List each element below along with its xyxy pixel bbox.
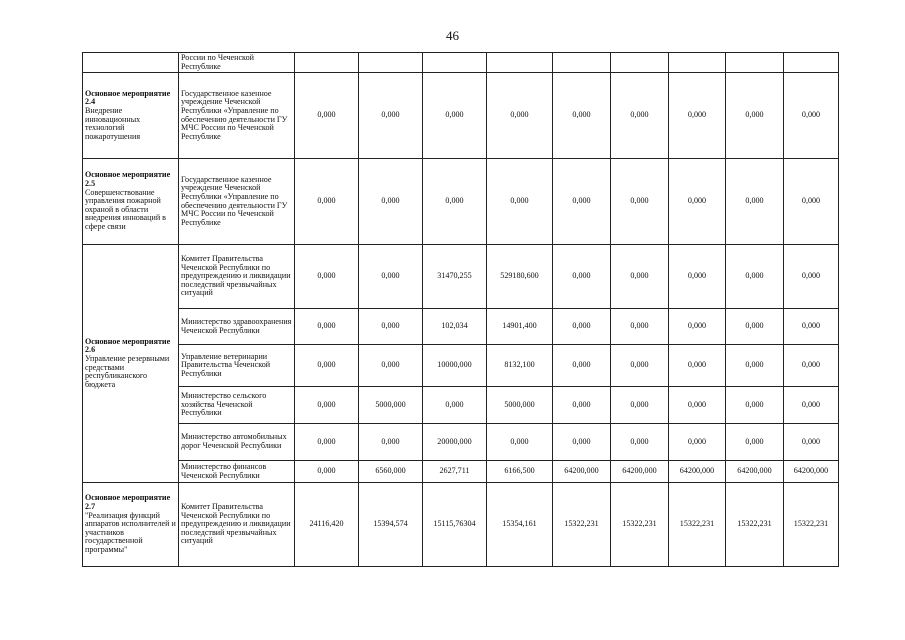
value-cell: 0,000 [553, 159, 611, 245]
value-cell: 0,000 [611, 345, 669, 387]
value-cell: 0,000 [359, 73, 423, 159]
value-cell: 15322,231 [726, 483, 784, 567]
value-cell: 0,000 [669, 424, 726, 461]
value-cell: 0,000 [359, 345, 423, 387]
table-row [83, 345, 839, 387]
value-cell [669, 53, 726, 73]
value-cell: 0,000 [784, 309, 839, 345]
value-cell: 0,000 [553, 73, 611, 159]
value-cell: 10000,000 [423, 345, 487, 387]
value-cell: 0,000 [487, 73, 553, 159]
program-cell [83, 73, 179, 159]
program-cell [83, 245, 179, 483]
value-cell: 0,000 [669, 159, 726, 245]
value-cell: 0,000 [295, 424, 359, 461]
table-row [83, 159, 839, 245]
value-cell: 0,000 [295, 461, 359, 483]
program-description: Внедрение инновационных технологий пожаротушения [85, 105, 141, 141]
value-cell [611, 53, 669, 73]
table-row [83, 245, 839, 309]
program-description: Управление резервными средствами республиканского бюджета [85, 353, 170, 389]
value-cell: 64200,000 [784, 461, 839, 483]
value-cell: 15322,231 [611, 483, 669, 567]
value-cell: 0,000 [784, 387, 839, 424]
value-cell [726, 53, 784, 73]
value-cell: 15394,574 [359, 483, 423, 567]
program-description: "Реализация функций аппаратов исполнителей и участников государственной программы" [85, 510, 176, 554]
table-row [83, 424, 839, 461]
value-cell: 529180,600 [487, 245, 553, 309]
program-title: Основное мероприятие 2.4 [85, 88, 171, 107]
value-cell: 0,000 [669, 387, 726, 424]
value-cell: 31470,255 [423, 245, 487, 309]
value-cell [359, 53, 423, 73]
program-cell-empty [83, 53, 179, 73]
value-cell: 102,034 [423, 309, 487, 345]
table-row [83, 387, 839, 424]
value-cell: 0,000 [487, 159, 553, 245]
value-cell: 0,000 [726, 159, 784, 245]
value-cell: 15354,161 [487, 483, 553, 567]
value-cell: 8132,100 [487, 345, 553, 387]
program-description: Совершенствование управления пожарной охраной в области внедрения инноваций в сфере связи [85, 187, 166, 231]
value-cell: 0,000 [669, 245, 726, 309]
value-cell: 0,000 [669, 345, 726, 387]
value-cell: 0,000 [295, 309, 359, 345]
value-cell: 0,000 [487, 424, 553, 461]
value-cell [423, 53, 487, 73]
value-cell: 0,000 [295, 387, 359, 424]
value-cell: 64200,000 [611, 461, 669, 483]
value-cell [487, 53, 553, 73]
value-cell: 2627,711 [423, 461, 487, 483]
value-cell: 0,000 [295, 345, 359, 387]
value-cell: 0,000 [611, 159, 669, 245]
value-cell: 0,000 [784, 424, 839, 461]
executor-cell: России по Чеченской Республике [179, 53, 295, 73]
value-cell [784, 53, 839, 73]
value-cell: 0,000 [295, 245, 359, 309]
value-cell: 64200,000 [726, 461, 784, 483]
executor-cell: Министерство финансов Чеченской Республики [179, 461, 295, 483]
table-row [83, 73, 839, 159]
value-cell: 0,000 [611, 245, 669, 309]
value-cell: 0,000 [726, 73, 784, 159]
value-cell: 0,000 [553, 345, 611, 387]
value-cell: 0,000 [359, 245, 423, 309]
value-cell: 0,000 [359, 309, 423, 345]
value-cell: 24116,420 [295, 483, 359, 567]
value-cell: 15322,231 [669, 483, 726, 567]
value-cell: 0,000 [669, 309, 726, 345]
value-cell: 0,000 [553, 387, 611, 424]
value-cell: 0,000 [423, 387, 487, 424]
value-cell: 0,000 [359, 424, 423, 461]
value-cell: 6560,000 [359, 461, 423, 483]
value-cell: 0,000 [784, 159, 839, 245]
value-cell: 0,000 [611, 424, 669, 461]
value-cell: 15115,76304 [423, 483, 487, 567]
value-cell [553, 53, 611, 73]
program-cell [83, 483, 179, 567]
value-cell: 0,000 [423, 73, 487, 159]
executor-cell: Управление ветеринарии Правительства Чеченской Республики [179, 345, 295, 387]
value-cell: 0,000 [726, 245, 784, 309]
program-title: Основное мероприятие 2.7 [85, 493, 171, 512]
value-cell: 0,000 [784, 245, 839, 309]
value-cell: 0,000 [611, 73, 669, 159]
program-title: Основное мероприятие 2.5 [85, 170, 171, 189]
table-row [83, 53, 839, 73]
value-cell: 5000,000 [487, 387, 553, 424]
page-number: 46 [446, 28, 459, 43]
value-cell: 6166,500 [487, 461, 553, 483]
value-cell: 0,000 [611, 309, 669, 345]
budget-table [82, 52, 839, 567]
value-cell: 0,000 [726, 309, 784, 345]
value-cell: 5000,000 [359, 387, 423, 424]
executor-cell: Государственное казенное учреждение Чеченской Республики «Управление по обеспечению деятельности ГУ МЧС России по Чеченской Республике [179, 73, 295, 159]
value-cell: 0,000 [295, 159, 359, 245]
value-cell: 15322,231 [784, 483, 839, 567]
executor-cell: Комитет Правительства Чеченской Республики по предупреждению и ликвидации последствий чрезвычайных ситуаций [179, 483, 295, 567]
program-cell [83, 159, 179, 245]
executor-cell: Министерство автомобильных дорог Чеченской Республики [179, 424, 295, 461]
value-cell: 20000,000 [423, 424, 487, 461]
executor-cell: Государственное казенное учреждение Чеченской Республики «Управление по обеспечению деятельности ГУ МЧС России по Чеченской Республике [179, 159, 295, 245]
value-cell: 0,000 [726, 387, 784, 424]
value-cell: 0,000 [726, 424, 784, 461]
table-row [83, 483, 839, 567]
table-row [83, 461, 839, 483]
value-cell: 64200,000 [553, 461, 611, 483]
executor-cell: Министерство сельского хозяйства Чеченской Республики [179, 387, 295, 424]
value-cell: 0,000 [669, 73, 726, 159]
value-cell: 0,000 [784, 73, 839, 159]
value-cell: 0,000 [553, 245, 611, 309]
value-cell: 0,000 [553, 309, 611, 345]
value-cell: 15322,231 [553, 483, 611, 567]
value-cell: 0,000 [295, 73, 359, 159]
table-row [83, 309, 839, 345]
value-cell: 0,000 [423, 159, 487, 245]
value-cell: 0,000 [726, 345, 784, 387]
value-cell: 64200,000 [669, 461, 726, 483]
value-cell: 0,000 [553, 424, 611, 461]
program-title: Основное мероприятие 2.6 [85, 336, 171, 355]
value-cell: 14901,400 [487, 309, 553, 345]
value-cell: 0,000 [359, 159, 423, 245]
value-cell: 0,000 [611, 387, 669, 424]
value-cell [295, 53, 359, 73]
executor-cell: Министерство здравоохранения Чеченской Республики [179, 309, 295, 345]
value-cell: 0,000 [784, 345, 839, 387]
executor-cell: Комитет Правительства Чеченской Республики по предупреждению и ликвидации последствий чрезвычайных ситуаций [179, 245, 295, 309]
